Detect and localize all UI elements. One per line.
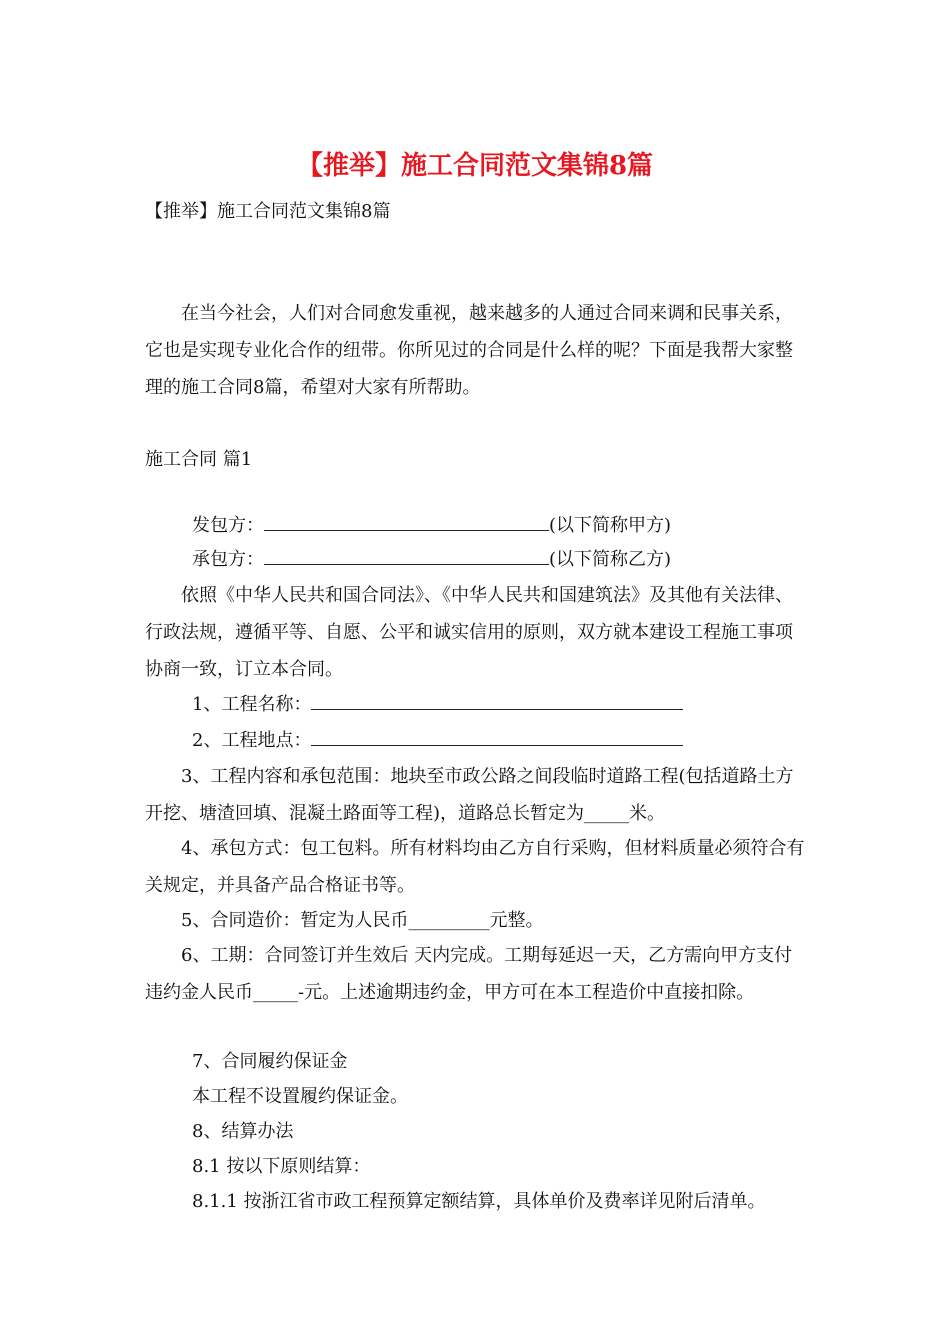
section-heading: 施工合同 篇1 [145, 449, 253, 470]
party-a-line [192, 512, 671, 540]
party-b-label: 承包方： [192, 549, 264, 570]
basis-paragraph: 依照《中华人民共和国合同法》、《中华人民共和国建筑法》及其他有关法律、行政法规，遵循平等、自愿、公平和诚实信用的原则，双方就本建设工程施工事项协商一致，订立本合同。 [145, 585, 793, 680]
document-title: 【推举】施工合同范文集锦8篇 [296, 151, 654, 181]
party-b-note: (以下简称乙方) [549, 549, 672, 570]
party-b-blank [264, 546, 549, 565]
intro-paragraph: 在当今社会，人们对合同愈发重视，越来越多的人通过合同来调和民事关系，它也是实现专业化合作的纽带。你所见过的合同是什么样的呢？下面是我帮大家整理的施工合同8篇，希望对大家有所帮助。 [145, 303, 793, 398]
item2-label: 2、工程地点： [192, 730, 312, 751]
item1-blank [311, 691, 683, 710]
party-b-line [192, 546, 671, 574]
item8-1-1: 8.1.1 按浙江省市政工程预算定额结算，具体单价及费率详见附后清单。 [192, 1191, 766, 1212]
item6-paragraph: 6、工期：合同签订并生效后 天内完成。工期每延迟一天，乙方需向甲方支付违约金人民币_____-元。上述逾期违约金，甲方可在本工程造价中直接扣除。 [145, 945, 793, 1003]
item7-heading: 7、合同履约保证金 [192, 1051, 348, 1072]
document-subtitle: 【推举】施工合同范文集锦8篇 [145, 201, 391, 222]
party-a-note: (以下简称甲方) [549, 515, 672, 536]
party-a-label: 发包方： [192, 515, 264, 536]
item2-blank [311, 727, 683, 746]
item3-paragraph: 3、工程内容和承包范围：地块至市政公路之间段临时道路工程(包括道路土方开挖、塘渣回填、混凝土路面等工程)，道路总长暂定为_____米。 [145, 766, 794, 824]
item8-heading: 8、结算办法 [192, 1121, 294, 1142]
item8-1: 8.1 按以下原则结算： [192, 1156, 371, 1177]
item5-paragraph: 5、合同造价：暂定为人民币_________元整。 [181, 910, 544, 931]
item4-paragraph: 4、承包方式：包工包料。所有材料均由乙方自行采购，但材料质量必须符合有关规定，并具备产品合格证书等。 [145, 838, 805, 896]
party-a-blank [264, 512, 549, 531]
item1-line [192, 691, 683, 719]
item1-label: 1、工程名称： [192, 694, 312, 715]
item2-line [192, 727, 683, 755]
item7-body: 本工程不设置履约保证金。 [192, 1086, 408, 1107]
